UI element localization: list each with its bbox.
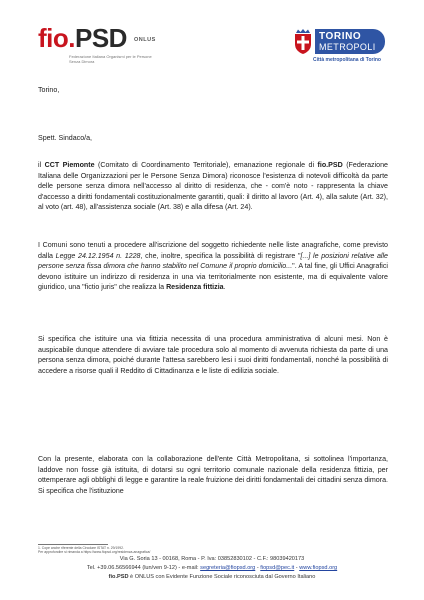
footnote-line-2: Per approfondire si rimanda a https://www.fiopsd.org/residenza-anagrafica/: [38, 550, 151, 555]
p2-law-reference: Legge 24.12.1954 n. 1228: [55, 251, 141, 260]
footer-separator: -: [255, 565, 261, 571]
torino-subtitle: Città metropolitana di Torino: [313, 57, 381, 63]
letter-place: Torino,: [38, 86, 60, 94]
logo-psd: PSD: [75, 23, 127, 53]
letter-recipient: Spett. Sindaco/a,: [38, 134, 93, 142]
footer-fiopsd: fio.PSD: [108, 574, 129, 580]
fiopsd-logo-wordmark: [38, 24, 127, 52]
footer-pec-link[interactable]: fiopsd@pec.it: [260, 565, 295, 571]
p2-part-g: .: [223, 283, 226, 292]
torino-shield-icon: [293, 29, 313, 55]
paragraph-4: Con la presente, elaborata con la collaborazione dell'ente Città Metropolitana, si sottolinea l'importanza, laddove non fosse già istituita, di dotarsi su ogni territorio comunale nazionale della residenza fittizia, per ottemperare agli obblighi di legge e garantire la reale fruizione dei diritti fondamentali dei cittadini senza dimora. Si specifica che l'istituzione: [38, 455, 388, 495]
p1-part-a: il: [38, 161, 45, 169]
footer-closing: [0, 573, 424, 581]
torino-line1: TORINO: [319, 31, 362, 42]
footer-address: Via G. Soria 13 - 00168, Roma - P. Iva: 03852830102 - C.F.: 98039420173: [119, 556, 305, 562]
footnote: [38, 546, 238, 555]
logo-fio: fio.: [38, 23, 75, 53]
p1-part-c: (Comitato di Coordinamento Territoriale), emanazione regionale di: [94, 161, 318, 169]
torino-metropoli-logo: [293, 29, 391, 73]
p2-part-e: ". A tal fine, gli Uffici Anagrafici devono istituire un indirizzo di residenza in una via territorialmente non esistente, ma di equivalente valore giuridico, una "fictio juris" che realizza la: [38, 262, 388, 292]
footnote-line-1: 1. Cope anche riferente della Circolare ISTAT n. 29/1992.: [38, 546, 124, 550]
p1-fiopsd: fio.PSD: [317, 161, 343, 169]
p1-cct-piemonte: CCT Piemonte: [44, 161, 95, 169]
footer-onlus-text: è ONLUS con Evidente Funzione Sociale riconosciuta dal Governo Italiano: [128, 574, 316, 580]
p2-law-quote: [...] le posizioni relative alle persone senza fissa dimora che hanno stabilito nel Comune il proprio domicilio...: [38, 251, 388, 271]
footer-separator: -: [294, 565, 300, 571]
p2-part-c: , che, inoltre, specifica la possibilità di registrare ": [140, 251, 301, 260]
footer-phone: Tel. +39.06.56566944 (lun/ven 9-12) - e-mail:: [86, 565, 201, 571]
paragraph-2: [38, 240, 388, 293]
footnote-rule: [38, 544, 108, 545]
footer-website-link[interactable]: www.fiopsd.org: [299, 565, 338, 571]
p2-residenza-fittizia: Residenza fittizia: [166, 283, 224, 292]
fiopsd-logo: [38, 24, 188, 68]
torino-line2: METROPOLI: [319, 42, 376, 52]
p2-part-a: I Comuni sono tenuti a procedere all'iscrizione del soggetto richiedente nelle liste anagrafiche, come previsto dalla: [38, 241, 388, 260]
footer-email-link[interactable]: segreteria@fiopsd.org: [200, 565, 256, 571]
logo-tagline: Federazione Italiana Organismi per le Persone Senza Dimora: [69, 54, 152, 64]
p1-part-e: (Federazione Italiana delle Organizzazioni per le Persone Senza Dimora) riconosce l'esistenza di notevoli difficoltà da parte delle persone senza dimora nell'accesso al diritto di residenza, che - com'è noto - rappresenta la chiave d'accesso a diritti fondamentali costituzionalmente garantiti, quali: il diritto al lavoro (Art. 4), alla salute (Art. 32), al voto (art. 48), all'assistenza sociale (Art. 38) e alla difesa (Art. 24).: [38, 161, 388, 212]
paragraph-3: Si specifica che istituire una via fittizia necessita di una procedura amministrativa di alcuni mesi. Non è auspicabile dunque attendere di avviare tale procedura solo al momento di avvenuta richiesta da parte di una persona senza dimora, poiché durante l'attesa sarebbero lesi i suoi diritti fondamentali, nonché la possibilità di accedere a risorse quali il Reddito di Cittadinanza e le liste di edilizia sociale.: [38, 335, 388, 375]
footer-contacts: [0, 564, 424, 572]
logo-onlus: ONLUS: [134, 37, 156, 43]
paragraph-1: [38, 160, 388, 213]
